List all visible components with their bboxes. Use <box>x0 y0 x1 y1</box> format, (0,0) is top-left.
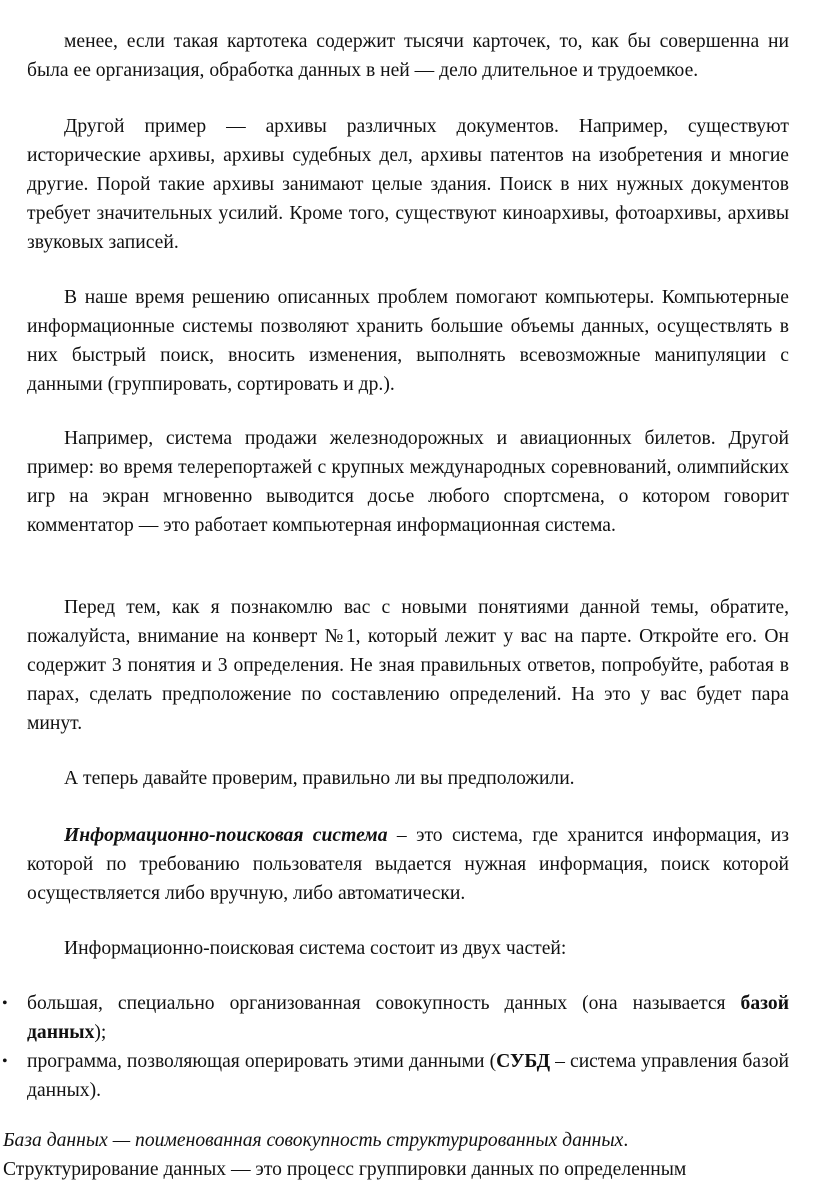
list-item <box>0 989 789 1047</box>
term-dbms: СУБД <box>496 1051 551 1072</box>
database-definition <box>3 1126 793 1155</box>
paragraph-check: А теперь давайте проверим, правильно ли вы предположили. <box>64 768 575 789</box>
bullet-text-dbms <box>27 1047 789 1105</box>
bullet-text-part: – система управления базой данных). <box>27 1051 789 1101</box>
bullet-icon: • <box>2 995 8 1012</box>
paragraph-archives: Другой пример — архивы различных документов. Например, существуют исторические архивы, архивы судебных дел, архивы патентов на изобретения и многие другие. Порой такие архивы занимают целые здания. Поиск в них нужных документов требует значительных усилий. Кроме того, существуют киноархивы, фотоархивы, архивы звуковых записей. <box>27 116 789 253</box>
database-definition-end: . <box>623 1130 629 1151</box>
database-definition-text: База данных — поименованная совокупность структурированных данных <box>3 1130 624 1151</box>
paragraph-ips-definition <box>27 821 789 908</box>
bullet-text-database <box>27 989 789 1047</box>
paragraph-envelope: Перед тем, как я познакомлю вас с новыми понятиями данной темы, обратите, пожалуйста, внимание на конверт №1, который лежит у вас на парте. Откройте его. Он содержит 3 понятия и 3 определения. Не зная правильных ответов, попробуйте, работая в парах, сделать предположение по составлению определений. На это у вас будет пара минут. <box>27 597 789 734</box>
bullet-text-part: ); <box>94 1022 107 1043</box>
definition-text: – это система, где хранится информация, из которой по требованию пользователя выдается нужная информация, поиск которой осуществляется либо вручную, либо автоматически. <box>27 825 789 904</box>
paragraph-two-parts: Информационно-поисковая система состоит из двух частей: <box>64 938 567 959</box>
paragraph-computers: В наше время решению описанных проблем помогают компьютеры. Компьютерные информационные системы позволяют хранить большие объемы данных, осуществлять в них быстрый поиск, вносить изменения, выполнять всевозможные манипуляции с данными (группировать, сортировать и др.). <box>27 287 789 395</box>
structuring-definition: Структурирование данных — это процесс группировки данных по определенным <box>3 1159 687 1180</box>
term-ips: Информационно-поисковая система <box>64 825 388 846</box>
paragraph-examples: Например, система продажи железнодорожных и авиационных билетов. Другой пример: во время телерепортажей с крупных международных соревнований, олимпийских игр на экран мгновенно выводится досье любого спортсмена, о котором говорит комментатор — это работает компьютерная информационная система. <box>27 428 789 536</box>
term-database: базой данных <box>27 993 789 1043</box>
bullet-icon: • <box>2 1053 8 1070</box>
paragraph-card-index: менее, если такая картотека содержит тысячи карточек, то, как бы совершенна ни была ее организация, обработка данных в ней — дело длительное и трудоемкое. <box>27 31 789 81</box>
list-item <box>0 1047 789 1105</box>
bullet-text-part: программа, позволяющая оперировать этими данными ( <box>27 1051 497 1072</box>
bullet-text-part: большая, специально организованная совокупность данных (она называется <box>27 993 741 1014</box>
